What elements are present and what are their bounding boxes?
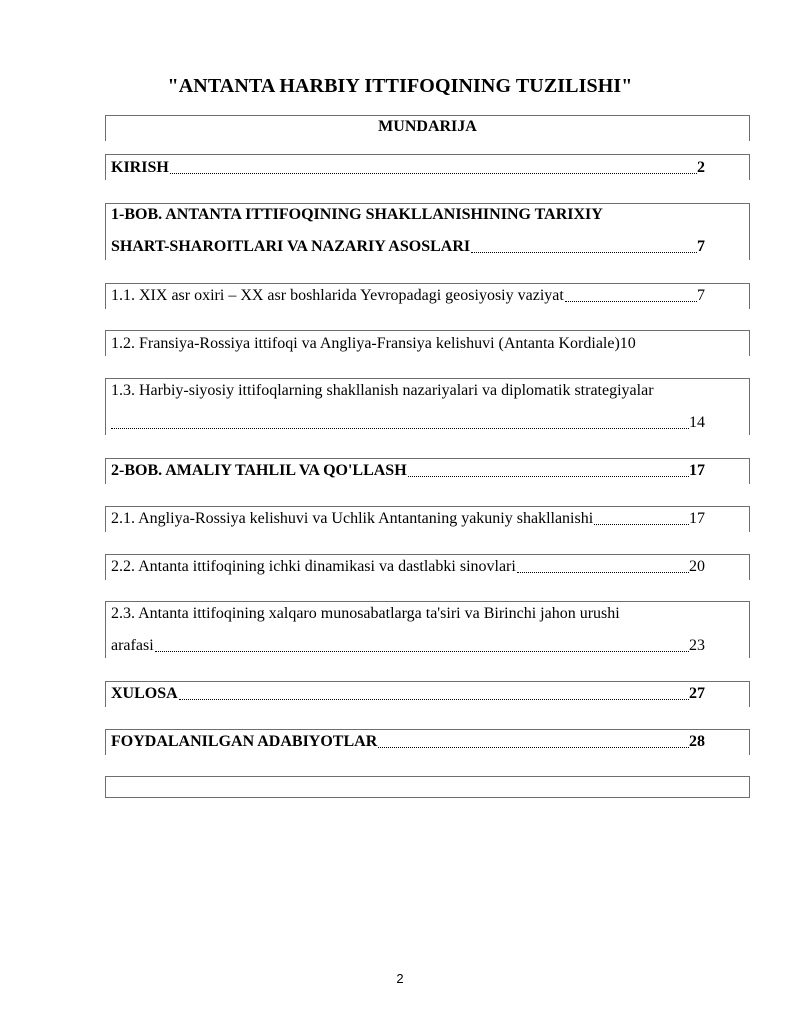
toc-entry-label: FOYDALANILGAN ADABIYOTLAR — [111, 733, 378, 750]
toc-entry-label: 1.1. XIX asr oxiri – XX asr boshlarida Yevropadagi geosiyosiy vaziyat — [111, 287, 564, 304]
toc-entry-2-3[interactable] — [111, 604, 705, 656]
toc-entry-label: KIRISH — [111, 159, 169, 176]
dot-leader — [111, 424, 689, 429]
toc-entry-page: 28 — [689, 733, 705, 750]
dot-leader — [471, 248, 697, 253]
dot-leader — [179, 695, 689, 700]
toc-entry-2-1[interactable] — [111, 509, 705, 529]
toc-entry-chapter-2[interactable] — [111, 461, 705, 481]
toc-entry-1-2[interactable] — [111, 334, 717, 354]
dot-leader — [517, 568, 689, 573]
dot-leader — [594, 520, 689, 525]
page-number: 2 — [396, 971, 404, 986]
toc-entry-references[interactable] — [111, 732, 705, 752]
toc-entry-page: 14 — [689, 414, 705, 431]
dot-leader — [378, 743, 689, 748]
document-title: "ANTANTA HARBIY ITTIFOQINING TUZILISHI" — [167, 75, 633, 97]
toc-entry-label: 2.2. Antanta ittifoqining ichki dinamikasi va dastlabki sinovlari — [111, 558, 516, 575]
toc-entry-kirish[interactable] — [111, 158, 705, 178]
toc-entry-label: XULOSA — [111, 685, 178, 702]
toc-entry-label-line2: arafasi — [111, 637, 154, 654]
toc-entry-label: 1.2. Fransiya-Rossiya ittifoqi va Angliya-Fransiya kelishuvi (Antanta Kordiale) — [111, 335, 620, 352]
toc-entry-page: 20 — [689, 558, 705, 575]
toc-entry-label-line1: 1.3. Harbiy-siyosiy ittifoqlarning shakllanish nazariyalari va diplomatik strategiyalar — [111, 382, 654, 399]
toc-entry-label-line1: 2.3. Antanta ittifoqining xalqaro munosabatlarga ta'siri va Birinchi jahon urushi — [111, 605, 620, 622]
dot-leader — [408, 472, 689, 477]
toc-entry-label-line2: SHART-SHAROITLARI VA NAZARIY ASOSLARI — [111, 238, 471, 255]
toc-entry-label: 2-BOB. AMALIY TAHLIL VA QO'LLASH — [111, 462, 407, 479]
dot-leader — [170, 169, 697, 174]
toc-entry-page: 23 — [689, 637, 705, 654]
toc-entry-page: 2 — [697, 159, 705, 176]
toc-heading: MUNDARIJA — [378, 118, 477, 135]
empty-table-row — [105, 776, 750, 798]
toc-entry-page: 17 — [689, 462, 705, 479]
toc-entry-label-line1: 1-BOB. ANTANTA ITTIFOQINING SHAKLLANISHINING TARIXIY — [111, 206, 603, 223]
toc-entry-1-3[interactable] — [111, 381, 733, 433]
toc-entry-label: 2.1. Angliya-Rossiya kelishuvi va Uchlik Antantaning yakuniy shakllanishi — [111, 510, 594, 527]
toc-entry-chapter-1[interactable] — [111, 205, 705, 257]
dot-leader — [155, 647, 689, 652]
toc-entry-1-1[interactable] — [111, 286, 705, 306]
toc-entry-2-2[interactable] — [111, 557, 705, 577]
toc-entry-page: 27 — [689, 685, 705, 702]
toc-entry-page: 7 — [697, 287, 705, 304]
toc-entry-page: 10 — [619, 335, 636, 352]
dot-leader — [565, 297, 697, 302]
toc-entry-page: 17 — [689, 510, 705, 527]
toc-entry-page: 7 — [697, 238, 705, 255]
toc-entry-xulosa[interactable] — [111, 684, 705, 704]
